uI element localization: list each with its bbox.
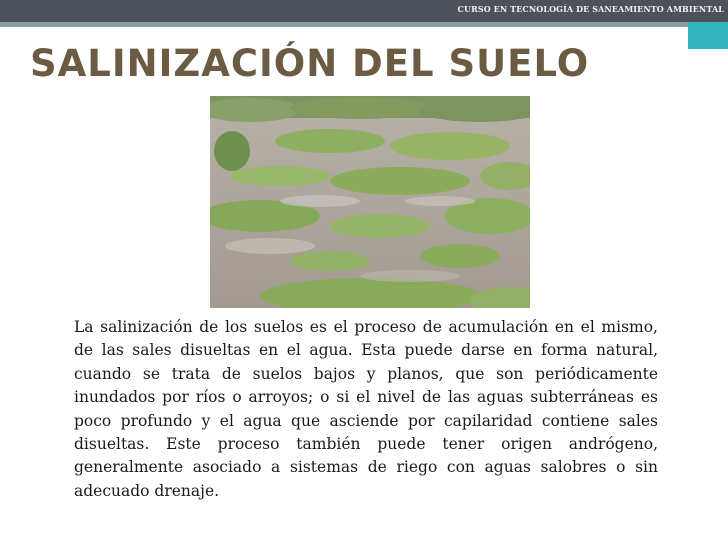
top-banner <box>0 0 728 22</box>
course-label: CURSO EN TECNOLOGÍA DE SANEAMIENTO AMBIENTAL <box>457 4 724 14</box>
slide-body-text: La salinización de los suelos es el proceso de acumulación en el mismo, de las sales disueltas en el agua. Esta puede darse en forma natural, cuando se trata de suelos bajos y planos, que son periódicamente inundados por ríos o arroyos; o si el nivel de las aguas subterráneas es poco profundo y el agua que asciende por capilaridad contiene sales disueltas. Este proceso también puede tener origen andrógeno, generalmente asociado a sistemas de riego con aguas salobres o sin adecuado drenaje. <box>74 318 658 500</box>
salinized-soil-photo <box>210 96 530 308</box>
banner-accent-stripe <box>0 22 728 27</box>
slide-title: SALINIZACIÓN DEL SUELO <box>30 42 590 85</box>
accent-tab <box>688 22 728 49</box>
